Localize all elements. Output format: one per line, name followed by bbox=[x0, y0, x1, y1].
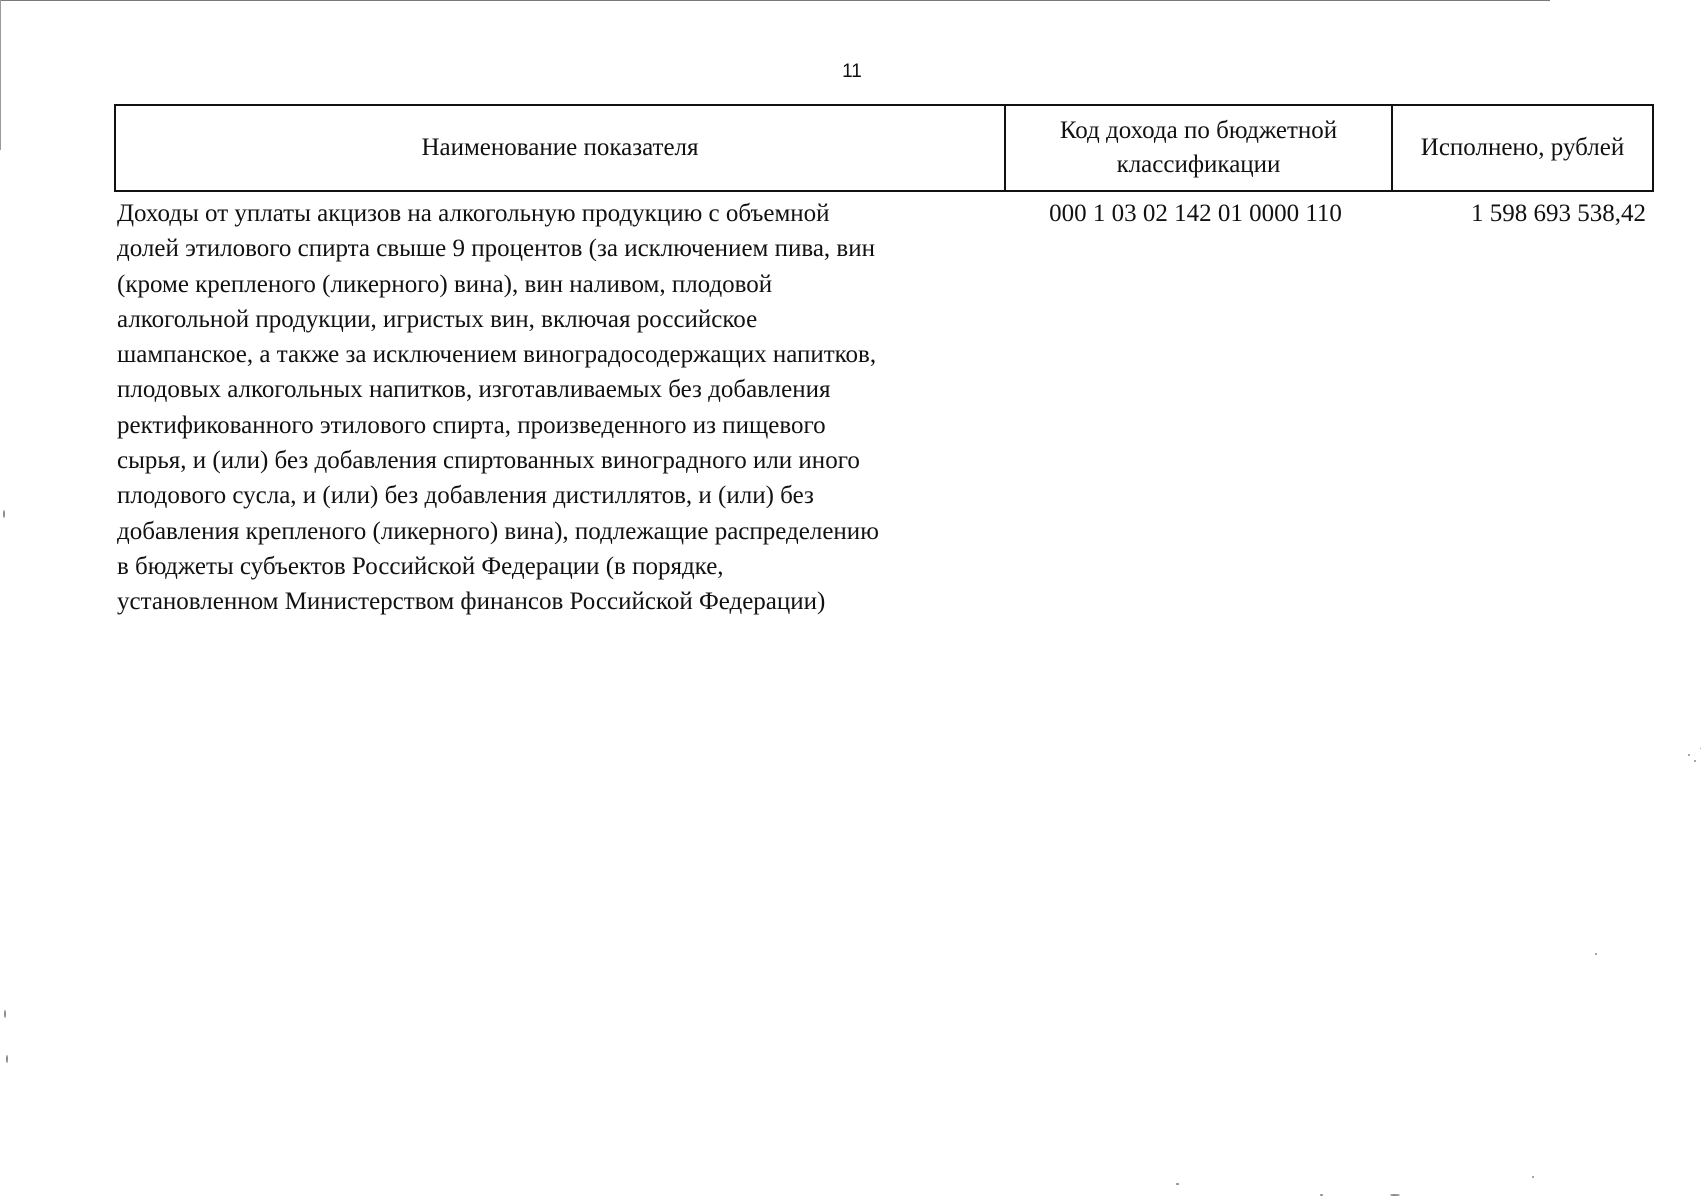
scan-speck bbox=[1390, 1194, 1400, 1196]
table-header-row bbox=[114, 104, 1654, 192]
indicator-name-line: плодового сусла, и (или) без добавления дистиллятов, и (или) без bbox=[117, 482, 814, 510]
indicator-name-line: добавления крепленого (ликерного) вина), подлежащие распределению bbox=[117, 517, 879, 545]
indicator-name-line: (кроме крепленого (ликерного) вина), вин наливом, плодовой bbox=[117, 270, 773, 298]
indicator-name-cell bbox=[117, 196, 997, 620]
scan-speck bbox=[1700, 748, 1701, 749]
indicator-name-line: долей этилового спирта свыше 9 процентов (за исключением пива, вин bbox=[117, 235, 875, 263]
scan-edge-line bbox=[0, 0, 1550, 1]
indicator-name-line: сырья, и (или) без добавления спиртованных виноградного или иного bbox=[117, 447, 860, 475]
indicator-name-line: в бюджеты субъектов Российской Федерации (в порядке, bbox=[117, 552, 724, 580]
indicator-name-line: Доходы от уплаты акцизов на алкогольную продукцию с объемной bbox=[117, 200, 830, 227]
column-header-executed: Исполнено, рублей bbox=[1391, 106, 1652, 190]
column-header-code: Код дохода по бюджетной классификации bbox=[1004, 106, 1391, 190]
scan-edge-line bbox=[0, 0, 1, 150]
indicator-name-line: алкогольной продукции, игристых вин, включая российское bbox=[117, 305, 758, 333]
scan-speck bbox=[3, 510, 5, 518]
scan-speck bbox=[1595, 953, 1597, 955]
budget-code-cell: 000 1 03 02 142 01 0000 110 bbox=[1049, 200, 1342, 227]
revenue-table bbox=[114, 104, 1654, 622]
indicator-name-line: ректификованного этилового спирта, произведенного из пищевого bbox=[117, 411, 826, 439]
scan-speck bbox=[6, 1055, 8, 1063]
page-number: 11 bbox=[842, 61, 862, 82]
scan-speck bbox=[1688, 754, 1690, 756]
column-header-name: Наименование показателя bbox=[421, 134, 699, 161]
scan-speck bbox=[1532, 1176, 1534, 1178]
executed-amount-cell: 1 598 693 538,42 bbox=[1471, 200, 1646, 227]
scan-speck bbox=[1320, 1194, 1323, 1196]
indicator-name-line: плодовых алкогольных напитков, изготавливаемых без добавления bbox=[117, 376, 831, 404]
indicator-name-line: шампанское, а также за исключением виноградосодержащих напитков, bbox=[117, 341, 877, 369]
indicator-name-line: установленном Министерством финансов Российской Федерации) bbox=[117, 588, 826, 616]
scan-speck bbox=[1694, 760, 1696, 762]
scan-speck bbox=[4, 1010, 6, 1018]
table-row bbox=[114, 192, 1654, 622]
scan-speck bbox=[1176, 1183, 1179, 1185]
